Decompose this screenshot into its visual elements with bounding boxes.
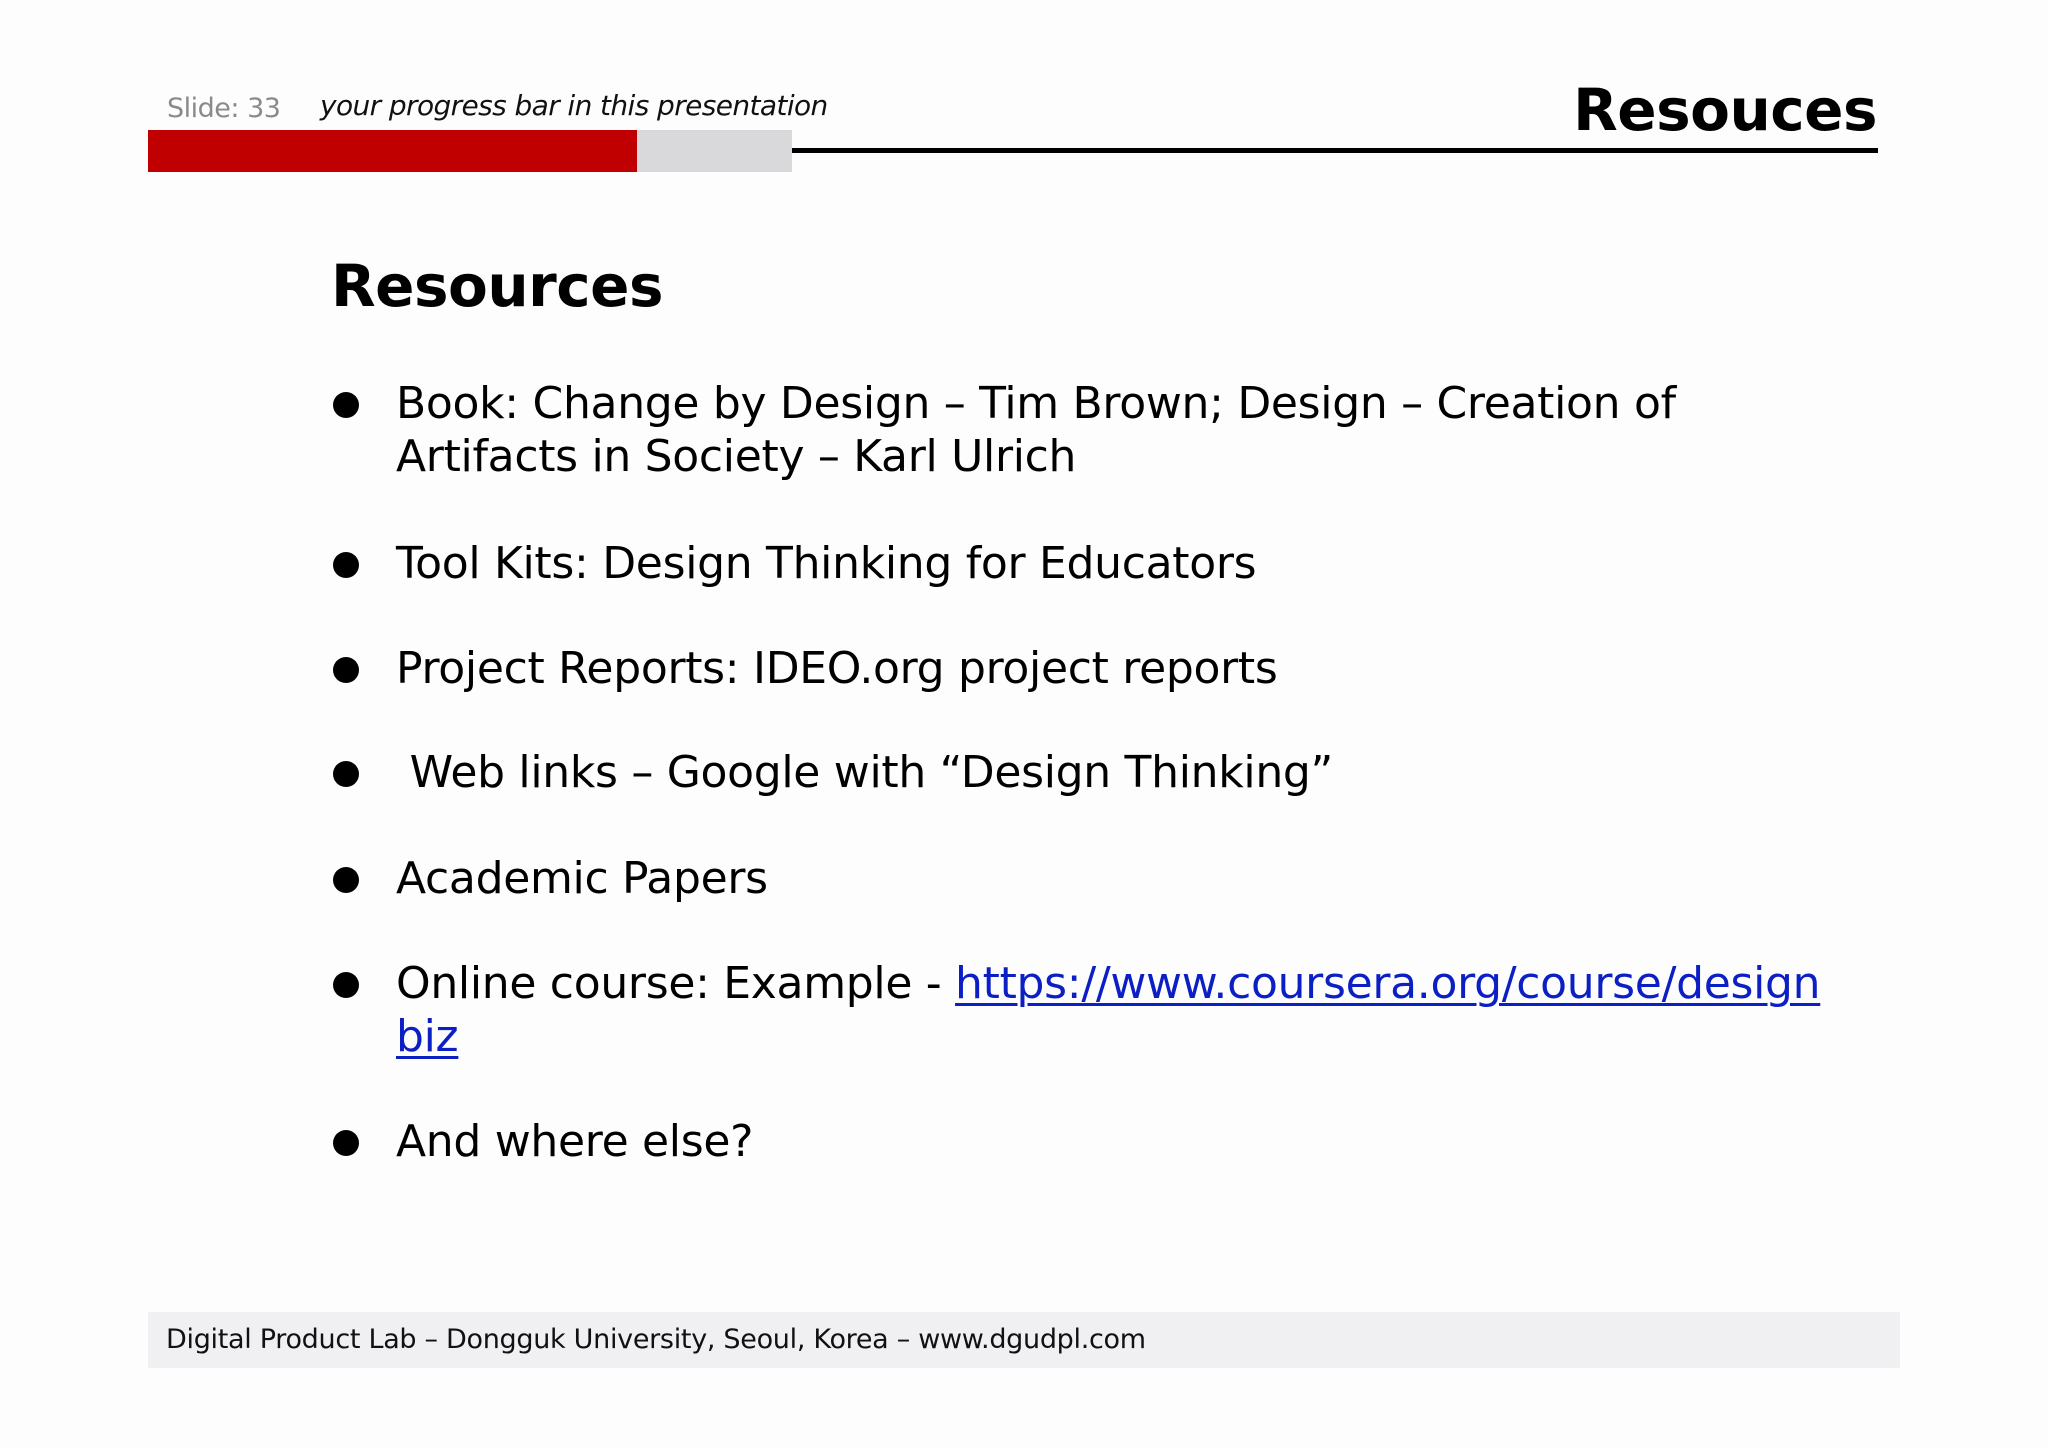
section-title: Resouces (1573, 76, 1877, 144)
list-item-text: Web links – Google with “Design Thinking” (396, 747, 1334, 798)
bullet-icon (333, 657, 359, 683)
bullet-icon (333, 761, 359, 787)
content-heading: Resources (331, 252, 664, 320)
list-item-text: And where else? (396, 1116, 754, 1167)
list-item-text: Book: Change by Design – Tim Brown; Design – Creation of Artifacts in Society – Karl Ulrich (396, 378, 1676, 482)
coursera-link[interactable]: https://www.coursera.org/course/designbiz (396, 958, 1821, 1062)
bullet-icon (333, 867, 359, 893)
list-item-text: Project Reports: IDEO.org project reports (396, 643, 1278, 694)
bullet-icon (333, 972, 359, 998)
bullet-icon (333, 1130, 359, 1156)
list-item-text (396, 957, 1846, 1063)
progress-caption: your progress bar in this presentation (320, 89, 828, 122)
footer (148, 1312, 1900, 1368)
slide-number: Slide: 33 (167, 93, 281, 124)
list-item-text: Tool Kits: Design Thinking for Educators (396, 538, 1257, 589)
bullet-icon (333, 392, 359, 418)
online-course-label: Online course: Example - (396, 958, 956, 1009)
list-item-text: Academic Papers (396, 853, 768, 904)
progress-bar-fill (148, 130, 637, 172)
header-divider (792, 148, 1878, 153)
footer-text: Digital Product Lab – Dongguk University, Seoul, Korea – www.dgudpl.com (166, 1324, 1146, 1355)
bullet-icon (333, 552, 359, 578)
progress-bar (148, 130, 792, 172)
